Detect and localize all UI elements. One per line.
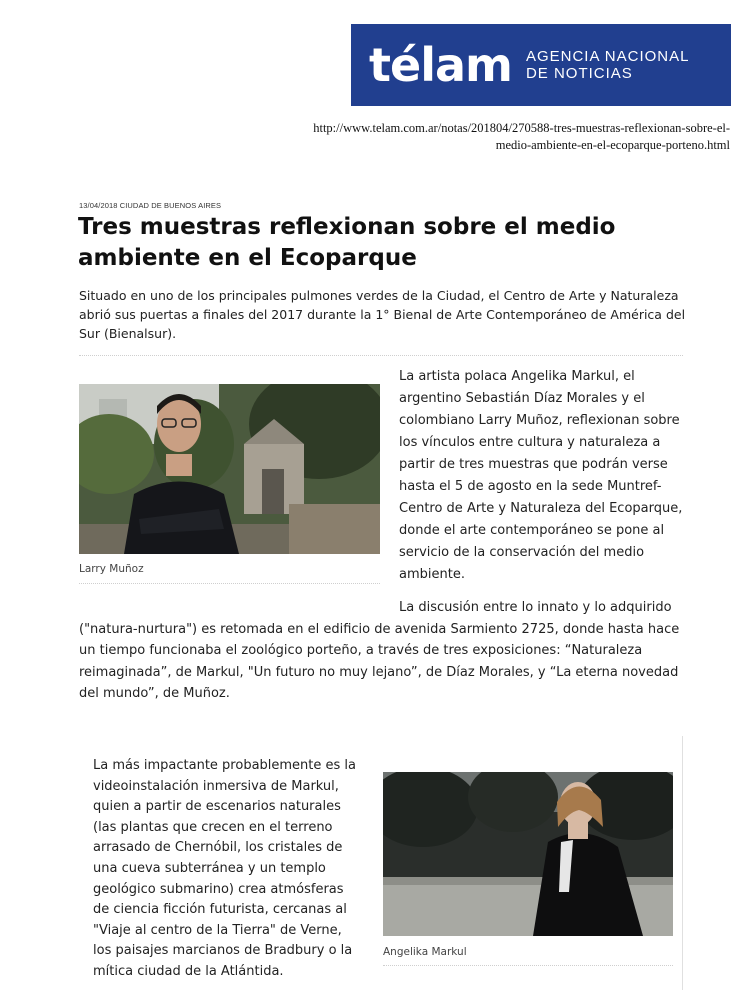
source-url: http://www.telam.com.ar/notas/201804/270588-tres-muestras-reflexionan-sobre-el-medio-ambiente-en-el-ecoparque-porteno.html <box>313 121 730 152</box>
photo-caption-angelika-markul: Angelika Markul <box>383 946 467 958</box>
photo-larry-munoz <box>79 384 380 554</box>
logo-wordmark: télam <box>369 38 512 92</box>
telam-logo <box>351 24 731 106</box>
article-paragraph-2: La discusión entre lo innato y lo adquirido ("natura-nurtura") es retomada en el edificio de avenida Sarmiento 2725, donde hasta hace un tiempo funcionaba el zoológico porteño, a través de tres exposiciones: “Naturaleza reimaginada”, de Markul, "Un futuro no muy lejano”, de Díaz Morales, y “La eterna novedad del mundo”, de Muñoz. <box>79 600 680 701</box>
article-headline: Tres muestras reflexionan sobre el medio ambiente en el Ecoparque <box>78 214 616 271</box>
article-paragraph-1: La artista polaca Angelika Markul, el argentino Sebastián Díaz Morales y el colombiano Larry Muñoz, reflexionan sobre los vínculos entre cultura y naturaleza a partir de tres muestras que podrán verse hasta el 5 de agosto en la sede Muntref-Centro de Arte y Naturaleza del Ecoparque, donde el arte contemporáneo se pone al servicio de la conservación del medio ambiente. <box>399 369 683 582</box>
article-dateline: 13/04/2018 CIUDAD DE BUENOS AIRES <box>79 201 222 210</box>
caption-divider-2 <box>383 965 673 966</box>
photo-caption-larry-munoz: Larry Muñoz <box>79 563 144 575</box>
article-paragraph-3: La más impactante probablemente es la videoinstalación inmersiva de Markul, quien a partir de escenarios naturales (las plantas que crecen en el terreno arrasado de Chernóbil, los cristales de una cueva subterránea y un templo geológico submarino) crea atmósferas de ciencia ficción futurista, cercanas al "Viaje al centro de la Tierra" de Verne, los paisajes marcianos de Bradbury o la mítica ciudad de la Atlántida. <box>93 758 357 979</box>
photo-angelika-markul <box>383 772 673 936</box>
logo-tagline-line-2: DE NOTICIAS <box>525 65 633 82</box>
section-divider <box>79 355 683 356</box>
article-lede: Situado en uno de los principales pulmones verdes de la Ciudad, el Centro de Arte y Naturaleza abrió sus puertas a finales del 2017 durante la 1° Bienal de Arte Contemporáneo de América del Sur (Bienalsur). <box>79 288 686 341</box>
logo-tagline <box>526 48 690 82</box>
caption-divider <box>79 583 380 584</box>
logo-tagline-line-1: AGENCIA NACIONAL <box>525 48 690 65</box>
column-divider <box>682 736 683 990</box>
